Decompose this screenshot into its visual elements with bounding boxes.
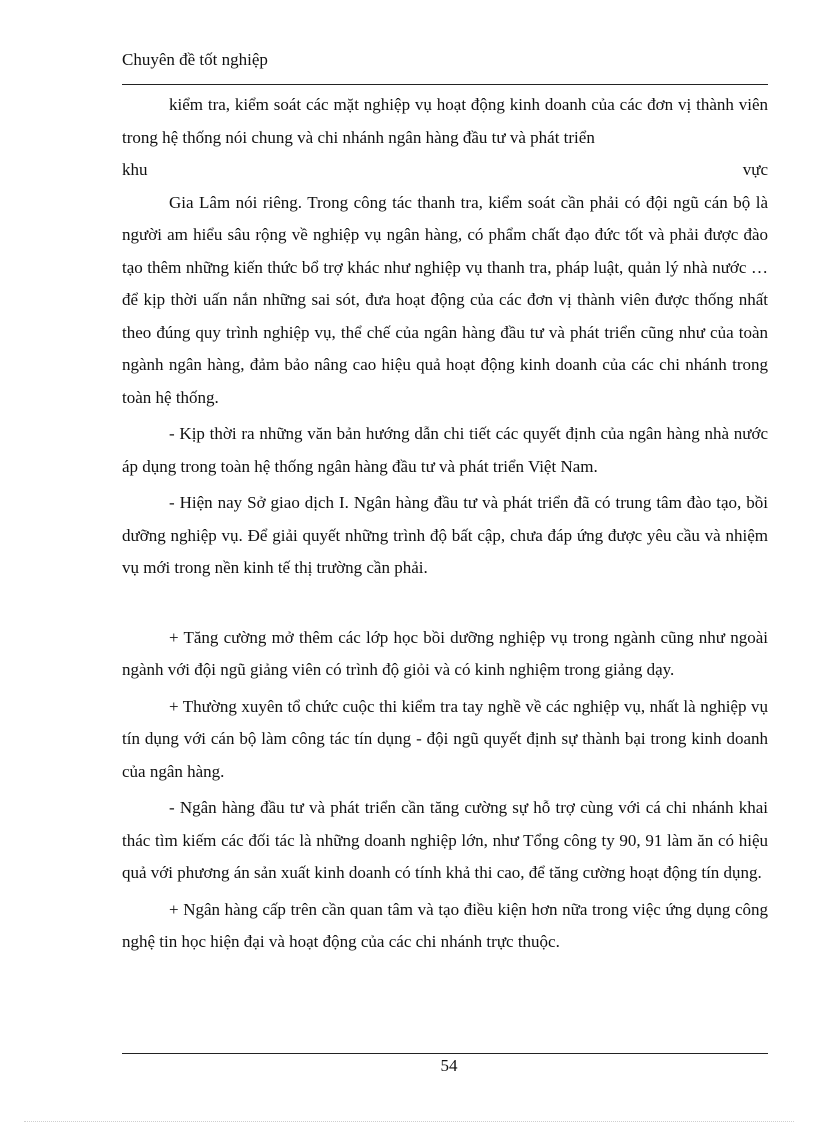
justified-split-line [122,154,768,187]
footer-rule [122,1053,768,1054]
paragraph-5: + Tăng cường mở thêm các lớp học bồi dưỡng nghiệp vụ trong ngành cũng như ngoài ngành với đội ngũ giảng viên có trình độ giỏi và có kinh nghiệm trong giảng dạy. [122,627,768,679]
paragraph-7: - Ngân hàng đầu tư và phát triển cần tăng cường sự hỗ trợ cùng với cá chi nhánh khai thác tìm kiếm các đối tác là những doanh nghiệp lớn, như Tổng công ty 90, 91 làm ăn có hiệu quả với phương án sản xuất kinh doanh có tính khả thi cao, để tăng cường hoạt động tín dụng. [122,798,768,882]
split-line-right: vực [742,160,768,179]
header-rule [122,84,768,85]
document-body [122,89,768,963]
paragraph-4: - Hiện nay Sở giao dịch I. Ngân hàng đầu tư và phát triển đã có trung tâm đào tạo, bồi dưỡng nghiệp vụ. Để giải quyết những trình độ bất cập, chưa đáp ứng được yêu cầu và nhiệm vụ mới trong nền kinh tế thị trường cần phải. [122,493,768,577]
paragraph-8: + Ngân hàng cấp trên cần quan tâm và tạo điều kiện hơn nữa trong việc ứng dụng công nghệ tin học hiện đại và hoạt động của các chi nhánh trực thuộc. [122,899,768,951]
paragraph-2: Gia Lâm nói riêng. Trong công tác thanh tra, kiểm soát cần phải có đội ngũ cán bộ là người am hiểu sâu rộng về nghiệp vụ ngân hàng, có phẩm chất đạo đức tốt và phải được đào tạo thêm những kiến thức bổ trợ khác như nghiệp vụ thanh tra, pháp luật, quản lý nhà nước …để kịp thời uấn nắn những sai sót, đưa hoạt động của các đơn vị thành viên được thống nhất theo đúng quy trình nghiệp vụ, thể chế của ngân hàng đầu tư và phát triển cũng như của toàn ngành ngân hàng, đảm bảo nâng cao hiệu quả hoạt động kinh doanh của các chi nhánh trong toàn hệ thống. [122,192,768,407]
page-edge-dotted-line [24,1121,794,1122]
page-number: 54 [440,1056,458,1075]
paragraph-6: + Thường xuyên tổ chức cuộc thi kiểm tra tay nghề về các nghiệp vụ, nhất là nghiệp vụ tín dụng với cán bộ làm công tác tín dụng - đội ngũ quyết định sự thành bại trong kinh doanh của ngân hàng. [122,696,768,781]
split-line-left: khu [122,160,148,179]
paragraph-1: kiểm tra, kiểm soát các mặt nghiệp vụ hoạt động kinh doanh của các đơn vị thành viên trong hệ thống nói chung và chi nhánh ngân hàng đầu tư và phát triển [122,95,768,147]
paragraph-3: - Kịp thời ra những văn bản hướng dẫn chi tiết các quyết định của ngân hàng nhà nước áp dụng trong toàn hệ thống ngân hàng đầu tư và phát triển Việt Nam. [122,424,768,476]
blank-line [122,589,768,622]
page-header-title: Chuyên đề tốt nghiệp [122,50,268,69]
